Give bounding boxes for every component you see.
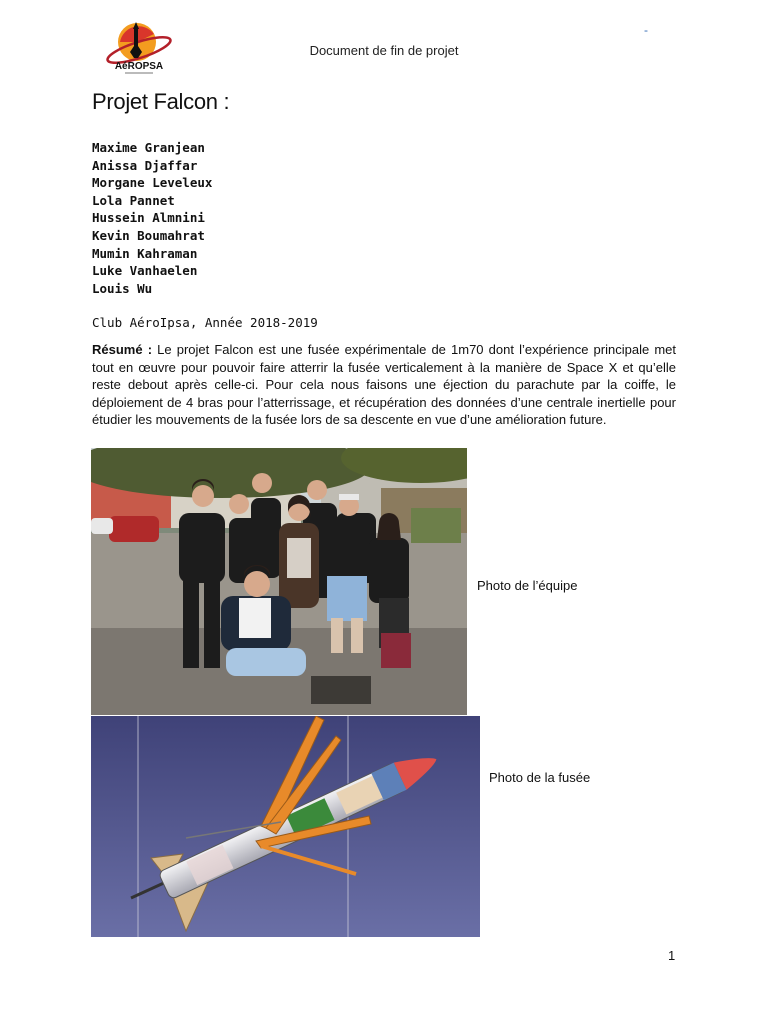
team-photo bbox=[91, 448, 467, 715]
team-member: Morgane Leveleux bbox=[92, 175, 213, 191]
club-year-line: Club AéroIpsa, Année 2018-2019 bbox=[92, 315, 318, 330]
team-member: Louis Wu bbox=[92, 280, 153, 296]
rocket-photo-caption: Photo de la fusée bbox=[489, 770, 591, 785]
header-title: Document de fin de projet bbox=[309, 43, 459, 58]
page-number: 1 bbox=[668, 948, 676, 963]
team-member: Luke Vanhaelen bbox=[92, 263, 198, 279]
team-member: Kevin Boumahrat bbox=[92, 227, 205, 243]
rocket-cad-image bbox=[91, 716, 480, 937]
team-member: Anissa Djaffar bbox=[92, 157, 198, 173]
team-photo-caption: Photo de l’équipe bbox=[477, 578, 578, 593]
team-member: Lola Pannet bbox=[92, 192, 175, 208]
team-member-list bbox=[92, 139, 212, 297]
team-member: Maxime Granjean bbox=[92, 140, 205, 155]
corner-mark: - bbox=[644, 23, 648, 37]
document-title: Projet Falcon : bbox=[92, 89, 230, 114]
abstract-label: Résumé : bbox=[92, 342, 153, 357]
team-member: Mumin Kahraman bbox=[92, 245, 198, 261]
logo-wordmark: AéROPSA bbox=[114, 61, 164, 72]
abstract-paragraph bbox=[92, 341, 676, 429]
abstract-text: Le projet Falcon est une fusée expérimentale de 1m70 dont l’expérience principale met tout en œuvre pour pouvoir faire atterrir la fusée verticalement à la manière de Space X et qu’elle reste debout après celle-ci. Pour cela nous faisons une éjection du parachute par la coiffe, le déploiement de 4 bras pour l’atterrissage, et récupération des données d’une centrale inertielle pour étudier les mouvements de la fusée lors de sa descente en vue d’une amélioration future. bbox=[92, 342, 676, 428]
team-member: Hussein Almnini bbox=[92, 210, 205, 226]
